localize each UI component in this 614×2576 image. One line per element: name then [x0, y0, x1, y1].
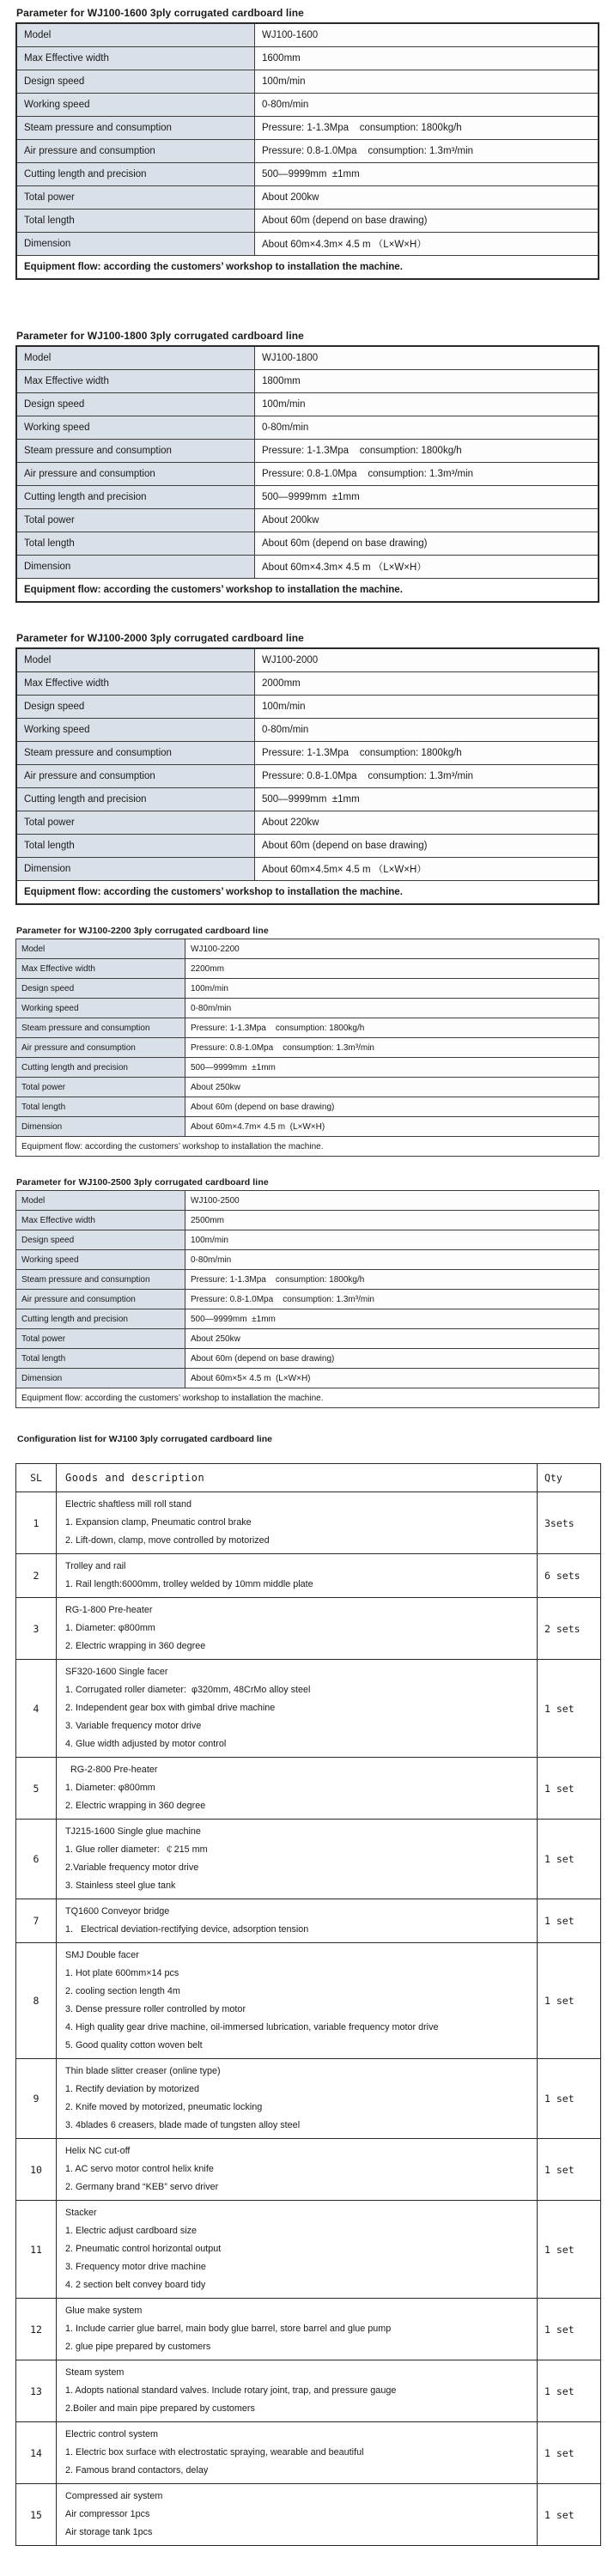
parameter-row — [16, 939, 599, 959]
goods-description-line: Thin blade slitter creaser (online type) — [65, 2066, 221, 2076]
column-header-sl: SL — [16, 1464, 57, 1492]
parameter-value: About 60m×4.3m× 4.5 m （L×W×H） — [255, 556, 599, 579]
parameter-label: Total length — [16, 532, 255, 556]
goods-description-line: SF320-1600 Single facer — [65, 1667, 168, 1677]
parameter-row — [16, 1309, 599, 1329]
item-quantity: 1 set — [538, 2139, 601, 2201]
parameter-value: About 200kw — [255, 509, 599, 532]
parameter-value: About 60m×4.3m× 4.5 m （L×W×H） — [255, 233, 599, 256]
goods-description-line: 3. Dense pressure roller controlled by motor — [65, 2004, 246, 2014]
item-quantity: 1 set — [538, 1899, 601, 1943]
parameter-row — [16, 835, 599, 858]
column-header-qty: Qty — [538, 1464, 601, 1492]
parameter-table-section — [15, 7, 600, 280]
item-number: 3 — [16, 1598, 57, 1660]
configuration-item-row — [16, 2201, 601, 2299]
parameter-label: Cutting length and precision — [16, 1058, 185, 1078]
parameter-label: Working speed — [16, 94, 255, 117]
goods-description-line: 1. Diameter: φ800mm — [65, 1623, 155, 1633]
parameter-row — [16, 1211, 599, 1230]
parameter-row — [16, 1058, 599, 1078]
item-number: 12 — [16, 2299, 57, 2360]
goods-description — [57, 2059, 538, 2139]
parameter-row — [16, 509, 599, 532]
configuration-item-row — [16, 2139, 601, 2201]
parameter-row — [16, 532, 599, 556]
parameter-row — [16, 210, 599, 233]
parameter-table-title: Parameter for WJ100-1600 3ply corrugated cardboard line — [16, 7, 304, 19]
parameter-value: 0-80m/min — [255, 416, 599, 440]
parameter-value: 2200mm — [185, 959, 599, 979]
configuration-title: Configuration list for WJ100 3ply corrugated cardboard line — [17, 1434, 272, 1444]
parameter-row — [16, 1117, 599, 1137]
parameter-label: Air pressure and consumption — [16, 140, 255, 163]
parameter-row — [16, 811, 599, 835]
goods-description-line: 2. Famous brand contactors, delay — [65, 2465, 209, 2476]
equipment-flow-note: Equipment flow: according the customers’ workshop to installation the machine. — [16, 1137, 599, 1157]
parameter-row — [16, 1369, 599, 1388]
parameter-label: Cutting length and precision — [16, 1309, 185, 1329]
parameter-row — [16, 486, 599, 509]
parameter-row — [16, 648, 599, 672]
parameter-row — [16, 1329, 599, 1349]
parameter-row — [16, 1230, 599, 1250]
goods-description-line: 1. Rail length:6000mm, trolley welded by 10mm middle plate — [65, 1579, 313, 1589]
goods-description-line: Air compressor 1pcs — [65, 2509, 150, 2519]
parameter-row — [16, 556, 599, 579]
parameter-label: Model — [16, 648, 255, 672]
parameter-value: 100m/min — [185, 1230, 599, 1250]
goods-description-line: 2. Germany brand “KEB” servo driver — [65, 2182, 219, 2192]
parameter-row — [16, 719, 599, 742]
goods-description-line: 2. Electric wrapping in 360 degree — [65, 1641, 206, 1651]
goods-description — [57, 2360, 538, 2422]
parameter-row — [16, 765, 599, 788]
parameter-table-title: Parameter for WJ100-2000 3ply corrugated cardboard line — [16, 632, 304, 644]
goods-description-line: 3. 4blades 6 creasers, blade made of tungsten alloy steel — [65, 2120, 301, 2130]
parameter-row — [16, 1018, 599, 1038]
parameter-label: Dimension — [16, 233, 255, 256]
parameter-value: About 200kw — [255, 186, 599, 210]
parameter-value: About 60m×4.5m× 4.5 m （L×W×H） — [255, 858, 599, 881]
parameter-value: About 60m×4.7m× 4.5 m (L×W×H) — [185, 1117, 599, 1137]
item-quantity: 1 set — [538, 1943, 601, 2059]
parameter-footer-row — [16, 579, 599, 603]
parameter-table-section — [15, 632, 600, 905]
goods-description-line: Air storage tank 1pcs — [65, 2527, 153, 2537]
parameter-row — [16, 346, 599, 370]
goods-description-line: Glue make system — [65, 2306, 143, 2316]
parameter-value: WJ100-2500 — [185, 1191, 599, 1211]
parameter-table — [15, 345, 599, 603]
goods-description-line: 1. AC servo motor control helix knife — [65, 2164, 214, 2174]
parameter-footer-row — [16, 881, 599, 905]
parameter-row — [16, 440, 599, 463]
item-number: 9 — [16, 2059, 57, 2139]
parameter-label: Working speed — [16, 719, 255, 742]
goods-description-line: 3. Stainless steel glue tank — [65, 1880, 176, 1891]
parameter-value: 500—9999mm ±1mm — [255, 486, 599, 509]
goods-description-line: 2. Knife moved by motorized, pneumatic locking — [65, 2102, 263, 2112]
parameter-row — [16, 979, 599, 999]
parameter-row — [16, 393, 599, 416]
item-quantity: 1 set — [538, 1758, 601, 1820]
goods-description — [57, 1598, 538, 1660]
parameter-label: Working speed — [16, 1250, 185, 1270]
goods-description — [57, 2299, 538, 2360]
parameter-label: Dimension — [16, 858, 255, 881]
parameter-value: 2500mm — [185, 1211, 599, 1230]
parameter-label: Working speed — [16, 416, 255, 440]
item-number: 14 — [16, 2422, 57, 2484]
configuration-item-row — [16, 2422, 601, 2484]
parameter-value: 100m/min — [185, 979, 599, 999]
parameter-label: Design speed — [16, 393, 255, 416]
item-number: 7 — [16, 1899, 57, 1943]
parameter-row — [16, 463, 599, 486]
parameter-table-section — [15, 926, 600, 1157]
parameter-row — [16, 163, 599, 186]
parameter-row — [16, 742, 599, 765]
parameter-row — [16, 999, 599, 1018]
parameter-label: Cutting length and precision — [16, 788, 255, 811]
parameter-value: Pressure: 1-1.3Mpa consumption: 1800kg/h — [185, 1018, 599, 1038]
item-quantity: 1 set — [538, 2422, 601, 2484]
configuration-item-row — [16, 1899, 601, 1943]
goods-description — [57, 1492, 538, 1554]
goods-description-line: SMJ Double facer — [65, 1950, 139, 1960]
parameter-row — [16, 233, 599, 256]
parameter-label: Max Effective width — [16, 1211, 185, 1230]
parameter-label: Total length — [16, 1349, 185, 1369]
parameter-label: Total length — [16, 835, 255, 858]
parameter-value: WJ100-2200 — [185, 939, 599, 959]
parameter-value: About 60m (depend on base drawing) — [185, 1349, 599, 1369]
parameter-value: WJ100-2000 — [255, 648, 599, 672]
goods-description-line: 1. Electrical deviation-rectifying device, adsorption tension — [65, 1924, 309, 1935]
equipment-flow-note: Equipment flow: according the customers’ workshop to installation the machine. — [16, 881, 599, 905]
goods-description-line: 2.Boiler and main pipe prepared by customers — [65, 2403, 255, 2414]
parameter-row — [16, 696, 599, 719]
goods-description-line: Compressed air system — [65, 2491, 163, 2501]
goods-description — [57, 2422, 538, 2484]
parameter-label: Air pressure and consumption — [16, 1290, 185, 1309]
parameter-label: Dimension — [16, 556, 255, 579]
parameter-row — [16, 1191, 599, 1211]
parameter-value: Pressure: 1-1.3Mpa consumption: 1800kg/h — [185, 1270, 599, 1290]
parameter-value: Pressure: 1-1.3Mpa consumption: 1800kg/h — [255, 742, 599, 765]
goods-description-line: RG-1-800 Pre-heater — [65, 1605, 153, 1615]
configuration-header-row — [16, 1464, 601, 1492]
goods-description-line: 1. Expansion clamp, Pneumatic control brake — [65, 1517, 252, 1528]
goods-description-line: Electric control system — [65, 2429, 158, 2439]
item-quantity: 6 sets — [538, 1554, 601, 1598]
parameter-label: Total power — [16, 811, 255, 835]
parameter-value: About 220kw — [255, 811, 599, 835]
configuration-item-row — [16, 2299, 601, 2360]
goods-description-line: 5. Good quality cotton woven belt — [65, 2040, 203, 2050]
parameter-table-section — [15, 1177, 600, 1408]
goods-description-line: Trolley and rail — [65, 1561, 126, 1571]
parameter-label: Design speed — [16, 979, 185, 999]
parameter-table-title: Parameter for WJ100-1800 3ply corrugated cardboard line — [16, 330, 304, 342]
parameter-value: About 250kw — [185, 1078, 599, 1097]
equipment-flow-note: Equipment flow: according the customers’ workshop to installation the machine. — [16, 579, 599, 603]
parameter-label: Max Effective width — [16, 47, 255, 70]
parameter-label: Air pressure and consumption — [16, 1038, 185, 1058]
configuration-table — [15, 1463, 601, 2546]
parameter-label: Total power — [16, 1078, 185, 1097]
parameter-value: Pressure: 0.8-1.0Mpa consumption: 1.3m³/min — [185, 1038, 599, 1058]
configuration-section — [15, 1434, 600, 2546]
goods-description — [57, 1758, 538, 1820]
parameter-label: Model — [16, 1191, 185, 1211]
item-quantity: 1 set — [538, 2201, 601, 2299]
parameter-value: Pressure: 1-1.3Mpa consumption: 1800kg/h — [255, 440, 599, 463]
goods-description — [57, 1660, 538, 1758]
item-quantity: 1 set — [538, 2360, 601, 2422]
configuration-item-row — [16, 1943, 601, 2059]
goods-description-line: RG-2-800 Pre-heater — [65, 1765, 158, 1775]
parameter-value: 500—9999mm ±1mm — [185, 1309, 599, 1329]
goods-description-line: 1. Rectify deviation by motorized — [65, 2084, 200, 2094]
parameter-label: Total power — [16, 1329, 185, 1349]
parameter-label: Steam pressure and consumption — [16, 1270, 185, 1290]
parameter-tables-container — [15, 7, 600, 1408]
item-quantity: 1 set — [538, 1820, 601, 1899]
parameter-value: 2000mm — [255, 672, 599, 696]
parameter-footer-row — [16, 1137, 599, 1157]
parameter-table — [15, 22, 599, 280]
parameter-value: 500—9999mm ±1mm — [255, 163, 599, 186]
goods-description-line: 2. glue pipe prepared by customers — [65, 2342, 211, 2352]
parameter-label: Total length — [16, 1097, 185, 1117]
goods-description-line: Helix NC cut-off — [65, 2146, 131, 2156]
parameter-label: Max Effective width — [16, 959, 185, 979]
item-number: 1 — [16, 1492, 57, 1554]
configuration-item-row — [16, 1554, 601, 1598]
goods-description-line: Electric shaftless mill roll stand — [65, 1499, 192, 1510]
parameter-table-title: Parameter for WJ100-2500 3ply corrugated cardboard line — [16, 1177, 269, 1188]
goods-description-line: 3. Frequency motor drive machine — [65, 2262, 206, 2272]
goods-description-line: 2. Lift-down, clamp, move controlled by motorized — [65, 1535, 270, 1546]
goods-description-line: 1. Include carrier glue barrel, main body glue barrel, store barrel and glue pump — [65, 2324, 392, 2334]
item-number: 4 — [16, 1660, 57, 1758]
parameter-row — [16, 416, 599, 440]
parameter-label: Dimension — [16, 1369, 185, 1388]
parameter-value: About 60m (depend on base drawing) — [255, 210, 599, 233]
configuration-item-row — [16, 1758, 601, 1820]
item-number: 11 — [16, 2201, 57, 2299]
parameter-label: Model — [16, 23, 255, 47]
parameter-value: About 250kw — [185, 1329, 599, 1349]
parameter-value: 1600mm — [255, 47, 599, 70]
configuration-item-row — [16, 2059, 601, 2139]
parameter-value: 100m/min — [255, 70, 599, 94]
parameter-row — [16, 1078, 599, 1097]
parameter-value: About 60m (depend on base drawing) — [255, 835, 599, 858]
goods-description — [57, 2139, 538, 2201]
parameter-label: Cutting length and precision — [16, 486, 255, 509]
item-quantity: 1 set — [538, 2059, 601, 2139]
goods-description-line: Stacker — [65, 2208, 97, 2218]
parameter-row — [16, 70, 599, 94]
parameter-label: Max Effective width — [16, 370, 255, 393]
item-number: 2 — [16, 1554, 57, 1598]
parameter-row — [16, 94, 599, 117]
parameter-value: 500—9999mm ±1mm — [185, 1058, 599, 1078]
item-number: 10 — [16, 2139, 57, 2201]
parameter-row — [16, 186, 599, 210]
parameter-label: Dimension — [16, 1117, 185, 1137]
item-quantity: 1 set — [538, 2484, 601, 2546]
equipment-flow-note: Equipment flow: according the customers’ workshop to installation the machine. — [16, 256, 599, 280]
parameter-row — [16, 23, 599, 47]
parameter-row — [16, 959, 599, 979]
parameter-row — [16, 140, 599, 163]
parameter-value: 0-80m/min — [185, 1250, 599, 1270]
goods-description — [57, 1899, 538, 1943]
parameter-table — [15, 939, 599, 1157]
parameter-table — [15, 1190, 599, 1408]
parameter-table-title: Parameter for WJ100-2200 3ply corrugated cardboard line — [16, 926, 269, 936]
parameter-row — [16, 1270, 599, 1290]
parameter-value: 1800mm — [255, 370, 599, 393]
parameter-row — [16, 788, 599, 811]
goods-description-line: TJ215-1600 Single glue machine — [65, 1826, 201, 1837]
parameter-value: About 60m (depend on base drawing) — [185, 1097, 599, 1117]
parameter-label: Steam pressure and consumption — [16, 117, 255, 140]
parameter-value: Pressure: 1-1.3Mpa consumption: 1800kg/h — [255, 117, 599, 140]
item-number: 8 — [16, 1943, 57, 2059]
goods-description — [57, 2201, 538, 2299]
parameter-value: 100m/min — [255, 393, 599, 416]
parameter-row — [16, 1038, 599, 1058]
goods-description — [57, 1820, 538, 1899]
goods-description-line: 4. 2 section belt convey board tidy — [65, 2280, 206, 2290]
parameter-value: 0-80m/min — [185, 999, 599, 1018]
parameter-row — [16, 1097, 599, 1117]
goods-description-line: 4. Glue width adjusted by motor control — [65, 1739, 227, 1749]
parameter-label: Total length — [16, 210, 255, 233]
parameter-value: WJ100-1800 — [255, 346, 599, 370]
parameter-label: Air pressure and consumption — [16, 765, 255, 788]
parameter-label: Max Effective width — [16, 672, 255, 696]
item-number: 15 — [16, 2484, 57, 2546]
parameter-row — [16, 1250, 599, 1270]
item-quantity: 3sets — [538, 1492, 601, 1554]
goods-description-line: 2. cooling section length 4m — [65, 1986, 180, 1996]
parameter-label: Working speed — [16, 999, 185, 1018]
goods-description-line: 1. Diameter: φ800mm — [65, 1783, 155, 1793]
configuration-item-row — [16, 1598, 601, 1660]
parameter-label: Design speed — [16, 70, 255, 94]
goods-description-line: 1. Adopts national standard valves. Include rotary joint, trap, and pressure gauge — [65, 2385, 397, 2396]
parameter-value: 500—9999mm ±1mm — [255, 788, 599, 811]
goods-description-line: 2. Independent gear box with gimbal drive machine — [65, 1703, 276, 1713]
parameter-value: 100m/min — [255, 696, 599, 719]
goods-description — [57, 2484, 538, 2546]
item-number: 13 — [16, 2360, 57, 2422]
goods-description — [57, 1943, 538, 2059]
parameter-table — [15, 647, 599, 905]
parameter-table-section — [15, 330, 600, 603]
parameter-footer-row — [16, 1388, 599, 1408]
goods-description-line: 1. Hot plate 600mm×14 pcs — [65, 1968, 179, 1978]
item-quantity: 1 set — [538, 1660, 601, 1758]
parameter-label: Design speed — [16, 1230, 185, 1250]
parameter-label: Total power — [16, 509, 255, 532]
goods-description-line: 2. Pneumatic control horizontal output — [65, 2244, 222, 2254]
parameter-label: Model — [16, 346, 255, 370]
parameter-row — [16, 117, 599, 140]
parameter-row — [16, 672, 599, 696]
goods-description-line: 4. High quality gear drive machine, oil-immersed lubrication, variable frequency motor drive — [65, 2022, 439, 2032]
goods-description-line: 1. Glue roller diameter: ￠215 mm — [65, 1844, 208, 1855]
item-number: 6 — [16, 1820, 57, 1899]
goods-description-line: 2.Variable frequency motor drive — [65, 1862, 199, 1873]
parameter-value: Pressure: 0.8-1.0Mpa consumption: 1.3m³/min — [255, 463, 599, 486]
parameter-value: Pressure: 0.8-1.0Mpa consumption: 1.3m³/min — [255, 765, 599, 788]
parameter-label: Steam pressure and consumption — [16, 440, 255, 463]
goods-description — [57, 1554, 538, 1598]
configuration-item-row — [16, 2360, 601, 2422]
parameter-footer-row — [16, 256, 599, 280]
parameter-label: Design speed — [16, 696, 255, 719]
item-quantity: 1 set — [538, 2299, 601, 2360]
parameter-row — [16, 858, 599, 881]
parameter-value: About 60m (depend on base drawing) — [255, 532, 599, 556]
configuration-item-row — [16, 1820, 601, 1899]
configuration-item-row — [16, 1492, 601, 1554]
goods-description-line: 1. Corrugated roller diameter: φ320mm, 48CrMo alloy steel — [65, 1685, 311, 1695]
parameter-label: Steam pressure and consumption — [16, 1018, 185, 1038]
goods-description-line: 3. Variable frequency motor drive — [65, 1721, 202, 1731]
parameter-row — [16, 370, 599, 393]
parameter-value: 0-80m/min — [255, 719, 599, 742]
parameter-value: Pressure: 0.8-1.0Mpa consumption: 1.3m³/min — [255, 140, 599, 163]
goods-description-line: TQ1600 Conveyor bridge — [65, 1906, 170, 1917]
equipment-flow-note: Equipment flow: according the customers’ workshop to installation the machine. — [16, 1388, 599, 1408]
parameter-label: Cutting length and precision — [16, 163, 255, 186]
goods-description-line: 1. Electric box surface with electrostatic spraying, wearable and beautiful — [65, 2447, 364, 2458]
parameter-label: Steam pressure and consumption — [16, 742, 255, 765]
parameter-value: Pressure: 0.8-1.0Mpa consumption: 1.3m³/min — [185, 1290, 599, 1309]
parameter-row — [16, 47, 599, 70]
configuration-item-row — [16, 1660, 601, 1758]
parameter-label: Total power — [16, 186, 255, 210]
configuration-item-row — [16, 2484, 601, 2546]
parameter-value: About 60m×5× 4.5 m (L×W×H) — [185, 1369, 599, 1388]
parameter-value: WJ100-1600 — [255, 23, 599, 47]
item-quantity: 2 sets — [538, 1598, 601, 1660]
parameter-row — [16, 1349, 599, 1369]
goods-description-line: 2. Electric wrapping in 360 degree — [65, 1801, 206, 1811]
parameter-value: 0-80m/min — [255, 94, 599, 117]
parameter-label: Air pressure and consumption — [16, 463, 255, 486]
goods-description-line: Steam system — [65, 2367, 125, 2378]
column-header-goods: Goods and description — [57, 1464, 538, 1492]
parameter-label: Model — [16, 939, 185, 959]
parameter-row — [16, 1290, 599, 1309]
item-number: 5 — [16, 1758, 57, 1820]
goods-description-line: 1. Electric adjust cardboard size — [65, 2226, 198, 2236]
